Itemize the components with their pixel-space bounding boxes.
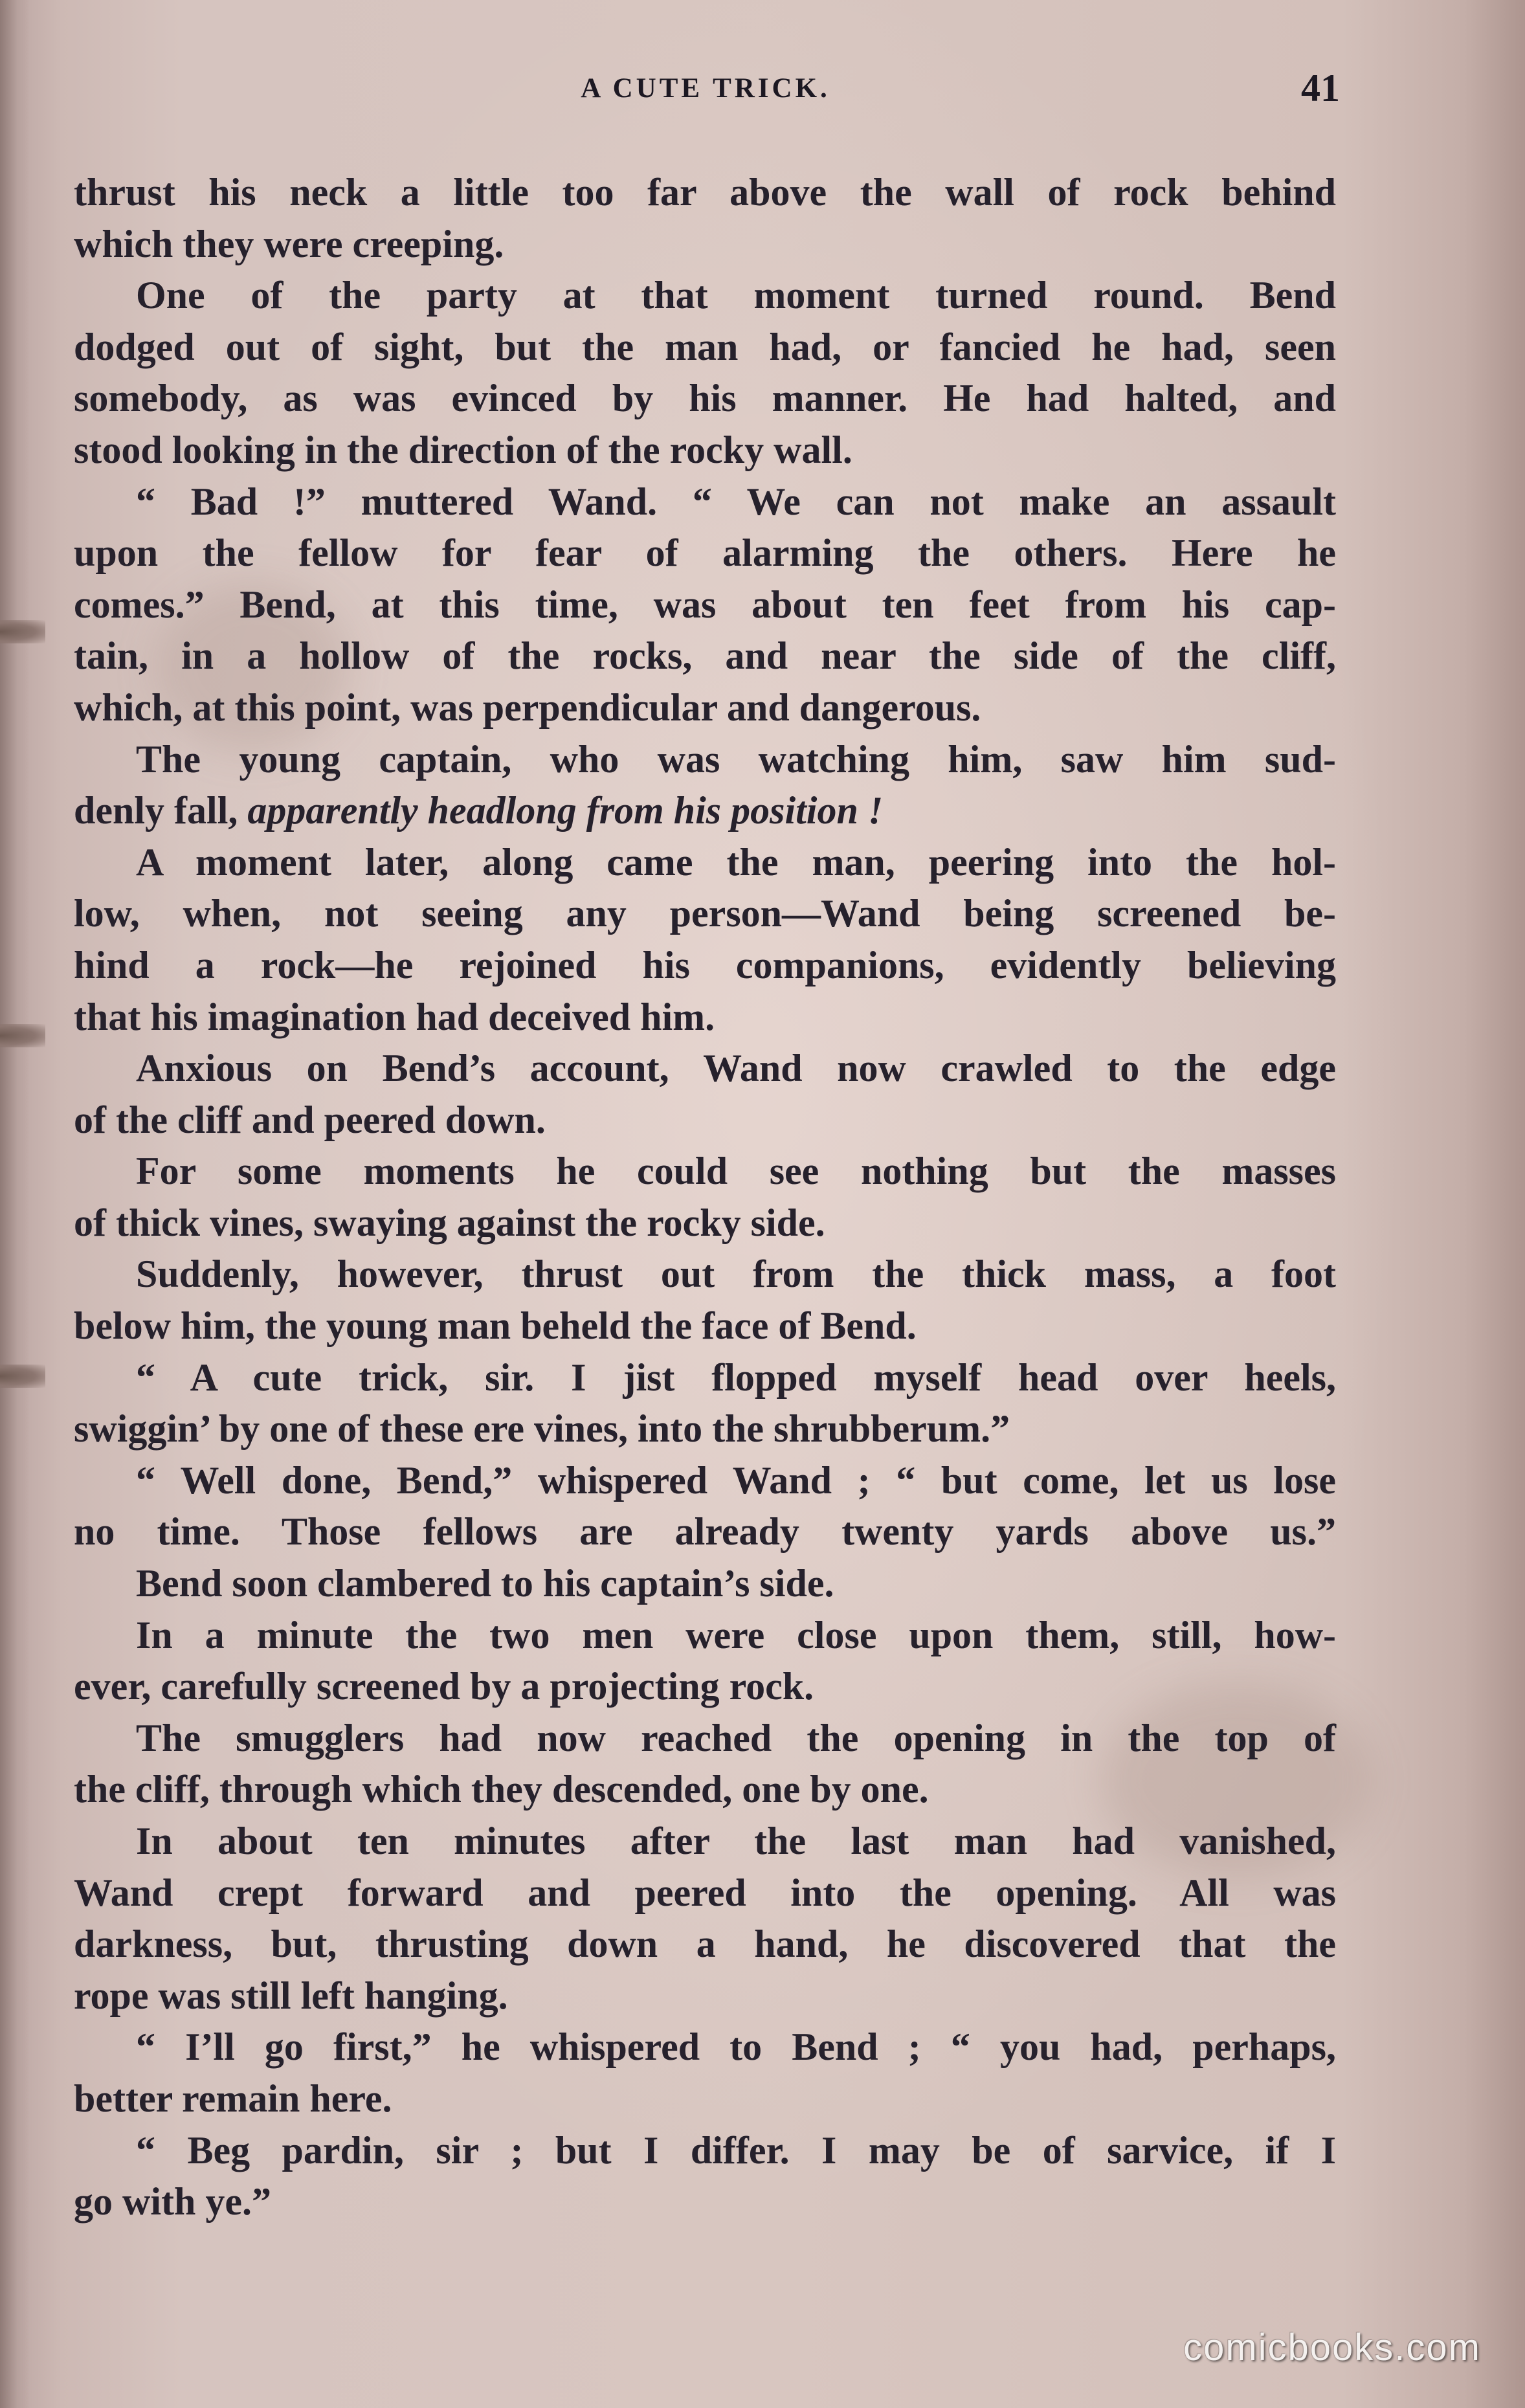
page-number: 41 [1301,67,1340,109]
text-line [74,1816,1336,1867]
text-line-content: the cliff, through which they descended, one by one. [74,1768,929,1811]
text-line [74,1455,1336,1507]
text-line [74,1558,1336,1610]
binding-hole [0,1365,45,1388]
text-line-content: In a minute the two men were close upon them, still, how- [136,1613,1336,1656]
text-line [74,940,1336,992]
text-line-content: below him, the young man beheld the face of Bend. [74,1304,917,1348]
text-line [74,1764,1336,1816]
text-line [74,1300,1336,1352]
text-line-content: Wand crept forward and peered into the opening. All was [74,1871,1336,1914]
text-line-content: comes.” Bend, at this time, was about ten feet from his cap- [74,583,1336,626]
text-line-content: Anxious on Bend’s account, Wand now crawled to the edge [136,1047,1336,1090]
text-line [74,1043,1336,1095]
text-line-content: go with ye.” [74,2180,271,2224]
text-line [74,992,1336,1043]
text-line-content: Bend soon clambered to his captain’s side. [136,1562,834,1605]
text-line-content: hind a rock—he rejoined his companions, evidently believing [74,943,1336,987]
text-line-content: low, when, not seeing any person—Wand being screened be- [74,892,1336,935]
text-line [74,1867,1336,1919]
text-line [74,1095,1336,1146]
text-line [74,1146,1336,1198]
text-line-content: which, at this point, was perpendicular and dangerous. [74,686,981,729]
text-line-content: dodged out of sight, but the man had, or fancied he had, seen [74,325,1336,368]
text-line [74,579,1336,631]
text-line [74,2073,1336,2125]
text-line [74,1198,1336,1249]
watermark: comicbooks.com [1183,2326,1481,2369]
page-header [71,67,1340,115]
text-line [74,630,1336,682]
running-title: A CUTE TRICK. [581,73,830,104]
text-line-content: For some moments he could see nothing but the masses [136,1150,1336,1193]
text-line-content: better remain here. [74,2077,392,2120]
italic-text: apparently headlong from his position ! [247,789,884,832]
text-line-content: The young captain, who was watching him, saw him sud- [136,737,1336,781]
text-line-content: of the cliff and peered down. [74,1098,546,1141]
text-line [74,785,1336,837]
text-line [74,1970,1336,2022]
text-line-content: which they were creeping. [74,222,504,265]
page-spine-shadow [0,0,30,2408]
text-line-content: In about ten minutes after the last man had vanished, [136,1820,1336,1862]
text-line [74,1713,1336,1765]
text-line [74,734,1336,786]
text-line-content: thrust his neck a little too far above the wall of rock behind [74,171,1336,214]
text-line [74,2022,1336,2073]
text-line [74,1352,1336,1404]
text-line-content: no time. Those fellows are already twenty yards above us.” [74,1510,1336,1554]
text-line-content: stood looking in the direction of the rocky wall. [74,428,852,471]
text-line-content: somebody, as was evinced by his manner. He had halted, and [74,377,1336,420]
text-line [74,888,1336,940]
text-line-content: upon the fellow for fear of alarming the others. Here he [74,531,1336,575]
text-line-content: tain, in a hollow of the rocks, and near the side of the cliff, [74,634,1336,678]
text-line [74,1661,1336,1713]
text-line-content: “ Beg pardin, sir ; but I differ. I may be of sarvice, if I [136,2128,1336,2172]
text-line-content: ever, carefully screened by a projecting rock. [74,1665,814,1708]
text-line [74,2176,1336,2228]
text-line-content: “ Bad !” muttered Wand. “ We can not make an assault [136,480,1336,523]
text-line-content: “ A cute trick, sir. I jist flopped myself head over heels, [136,1355,1336,1399]
text-line-content: that his imagination had deceived him. [74,995,715,1038]
text-line [74,837,1336,889]
text-line [74,270,1336,322]
text-line-content: rope was still left hanging. [74,1974,508,2017]
text-line-content: The smugglers had now reached the opening in the top of [136,1716,1336,1759]
text-line [74,425,1336,476]
text-line [74,1610,1336,1662]
text-line-content: of thick vines, swaying against the rocky side. [74,1201,825,1244]
text-line [74,373,1336,425]
text-line-content: denly fall, [74,789,248,832]
text-line [74,219,1336,271]
text-line [74,322,1336,373]
text-line [74,1403,1336,1455]
text-line-content: “ Well done, Bend,” whispered Wand ; “ but come, let us lose [136,1458,1336,1502]
text-line [74,2125,1336,2177]
text-line [74,682,1336,734]
text-line-content: Suddenly, however, thrust out from the thick mass, a foot [136,1253,1336,1296]
text-line-content: One of the party at that moment turned round. Bend [136,274,1336,317]
binding-hole [0,1024,45,1047]
text-line [74,1506,1336,1558]
body-text [74,167,1336,2228]
text-line-content: “ I’ll go first,” he whispered to Bend ; “ you had, perhaps, [136,2025,1336,2069]
text-line [74,167,1336,219]
text-line [74,1249,1336,1300]
binding-hole [0,620,45,643]
text-line-content: A moment later, along came the man, peering into the hol- [136,840,1336,884]
text-line [74,476,1336,528]
text-line-content: swiggin’ by one of these ere vines, into the shrubberum.” [74,1407,1010,1451]
text-line-content: darkness, but, thrusting down a hand, he discovered that the [74,1923,1336,1966]
text-line [74,528,1336,579]
text-line [74,1919,1336,1970]
